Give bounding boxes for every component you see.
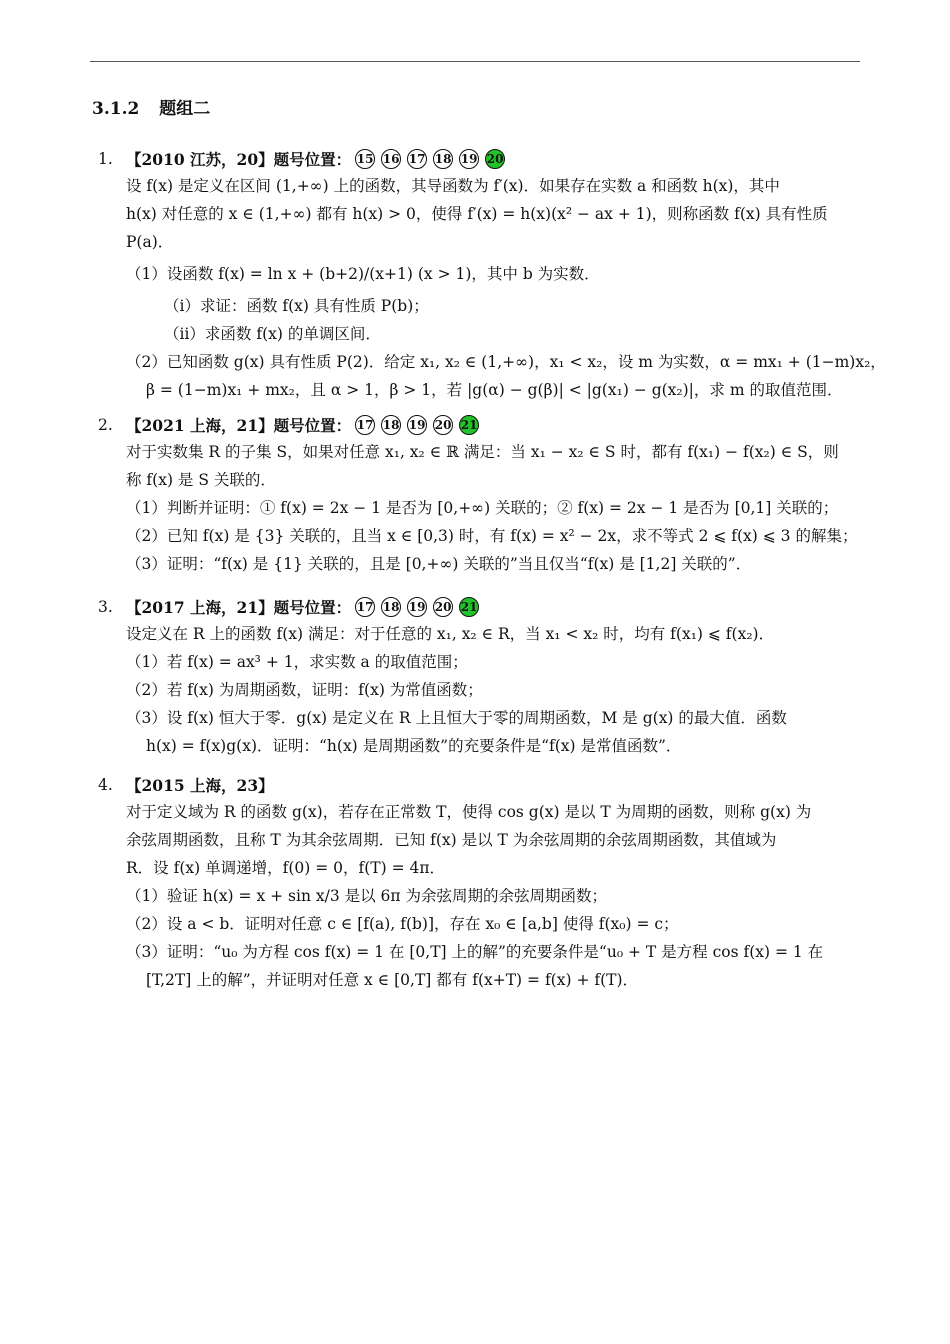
- position-mark-highlighted: 20: [485, 149, 505, 169]
- problem-header: [98, 594, 868, 620]
- sub-sub-question: （ⅰ）求证：函数 f(x) 具有性质 P(b)；: [164, 297, 429, 315]
- sub-question: （1）设函数 f(x) = ln x + (b+2)/(x+1) (x > 1)，其中 b 为实数．: [126, 265, 600, 283]
- position-marks: [355, 597, 479, 617]
- header-rule: [90, 61, 860, 62]
- problem-4: [98, 772, 868, 994]
- sub-question: （3）设 f(x) 恒大于零．g(x) 是定义在 R 上且恒大于零的周期函数，M 是 g(x) 的最大值．函数: [126, 709, 787, 727]
- sub-sub-question: （ⅱ）求函数 f(x) 的单调区间．: [164, 325, 381, 343]
- problem-line: 称 f(x) 是 S 关联的．: [126, 471, 276, 489]
- problem-line: R．设 f(x) 单调递增，f(0) = 0，f(T) = 4π．: [126, 859, 446, 877]
- problem-line: h(x) = f(x)g(x)．证明：“h(x) 是周期函数”的充要条件是“f(x) 是常值函数”．: [146, 737, 682, 755]
- problem-line: 设定义在 R 上的函数 f(x) 满足：对于任意的 x₁, x₂ ∈ R，当 x₁ < x₂ 时，均有 f(x₁) ⩽ f(x₂)．: [126, 625, 775, 643]
- position-mark: 19: [459, 149, 479, 169]
- problem-source: 【2015 上海，23】: [126, 776, 274, 795]
- position-mark: 17: [355, 597, 375, 617]
- position-marks: [355, 415, 479, 435]
- position-label: 题号位置：: [273, 416, 352, 435]
- problem-line: 对于实数集 R 的子集 S，如果对任意 x₁, x₂ ∈ ℝ 满足：当 x₁ − x₂ ∈ S 时，都有 f(x₁) − f(x₂) ∈ S，则: [126, 443, 839, 461]
- problem-index: 1.: [98, 150, 113, 168]
- problem-line: 设 f(x) 是定义在区间 (1,+∞) 上的函数，其导函数为 f′(x)．如果存在实数 a 和函数 h(x)，其中: [126, 177, 780, 195]
- sub-question: （2）已知 f(x) 是 {3} 关联的，且当 x ∈ [0,3) 时，有 f(x) = x² − 2x，求不等式 2 ⩽ f(x) ⩽ 3 的解集；: [126, 527, 858, 545]
- problem-header: [98, 772, 868, 798]
- position-mark: 17: [355, 415, 375, 435]
- position-mark: 18: [381, 597, 401, 617]
- problem-2: [98, 412, 868, 578]
- sub-question: （2）设 a < b．证明对任意 c ∈ [f(a), f(b)]，存在 x₀ ∈ [a,b] 使得 f(x₀) = c；: [126, 915, 679, 933]
- problem-line: β = (1−m)x₁ + mx₂，且 α > 1，β > 1，若 |g(α) − g(β)| < |g(x₁) − g(x₂)|，求 m 的取值范围．: [146, 381, 843, 399]
- position-label: 题号位置：: [273, 150, 352, 169]
- problem-header: [98, 412, 868, 438]
- problem-source: 【2017 上海，21】: [126, 598, 274, 617]
- problem-body: [126, 438, 868, 578]
- section-heading: [92, 94, 210, 119]
- problem-line: h(x) 对任意的 x ∈ (1,+∞) 都有 h(x) > 0，使得 f′(x) = h(x)(x² − ax + 1)，则称函数 f(x) 具有性质: [126, 205, 828, 223]
- problem-index: 2.: [98, 416, 113, 434]
- sub-question: （2）若 f(x) 为周期函数，证明：f(x) 为常值函数；: [126, 681, 483, 699]
- sub-question: （3）证明：“f(x) 是 {1} 关联的，且是 [0,+∞) 关联的”当且仅当“f(x) 是 [1,2] 关联的”．: [126, 555, 752, 573]
- position-mark: 16: [381, 149, 401, 169]
- problem-source: 【2021 上海，21】: [126, 416, 274, 435]
- problem-body: [126, 798, 868, 994]
- section-number: 3.1.2: [92, 99, 140, 119]
- problem-source: 【2010 江苏，20】: [126, 150, 274, 169]
- position-label: 题号位置：: [273, 598, 352, 617]
- problem-1: [98, 146, 886, 404]
- section-title: 题组二: [159, 99, 211, 119]
- problem-line: 余弦周期函数，且称 T 为其余弦周期．已知 f(x) 是以 T 为余弦周期的余弦周期函数，其值域为: [126, 831, 777, 849]
- position-mark: 20: [433, 597, 453, 617]
- problem-line: P(a)．: [126, 233, 174, 251]
- position-mark: 15: [355, 149, 375, 169]
- sub-question: （1）验证 h(x) = x + sin x/3 是以 6π 为余弦周期的余弦周期函数；: [126, 887, 608, 905]
- position-mark: 17: [407, 149, 427, 169]
- problem-body: [126, 172, 886, 404]
- position-mark: 18: [381, 415, 401, 435]
- position-mark: 19: [407, 597, 427, 617]
- problem-line: [T,2T] 上的解”，并证明对任意 x ∈ [0,T] 都有 f(x+T) = f(x) + f(T)．: [146, 971, 639, 989]
- position-marks: [355, 149, 505, 169]
- problem-index: 3.: [98, 598, 113, 616]
- problem-body: [126, 620, 868, 760]
- sub-question: （2）已知函数 g(x) 具有性质 P(2)．给定 x₁, x₂ ∈ (1,+∞)，x₁ < x₂，设 m 为实数，α = mx₁ + (1−m)x₂，: [126, 353, 886, 371]
- problem-3: [98, 594, 868, 760]
- sub-question: （1）若 f(x) = ax³ + 1，求实数 a 的取值范围；: [126, 653, 468, 671]
- position-mark-highlighted: 21: [459, 415, 479, 435]
- position-mark: 20: [433, 415, 453, 435]
- sub-question: （1）判断并证明：① f(x) = 2x − 1 是否为 [0,+∞) 关联的；② f(x) = 2x − 1 是否为 [0,1] 关联的；: [126, 499, 839, 517]
- position-mark: 19: [407, 415, 427, 435]
- position-mark: 18: [433, 149, 453, 169]
- position-mark-highlighted: 21: [459, 597, 479, 617]
- problem-header: [98, 146, 868, 172]
- sub-question: （3）证明：“u₀ 为方程 cos f(x) = 1 在 [0,T] 上的解”的充要条件是“u₀ + T 是方程 cos f(x) = 1 在: [126, 943, 824, 961]
- problem-line: 对于定义域为 R 的函数 g(x)，若存在正常数 T，使得 cos g(x) 是以 T 为周期的函数，则称 g(x) 为: [126, 803, 812, 821]
- problem-index: 4.: [98, 776, 113, 794]
